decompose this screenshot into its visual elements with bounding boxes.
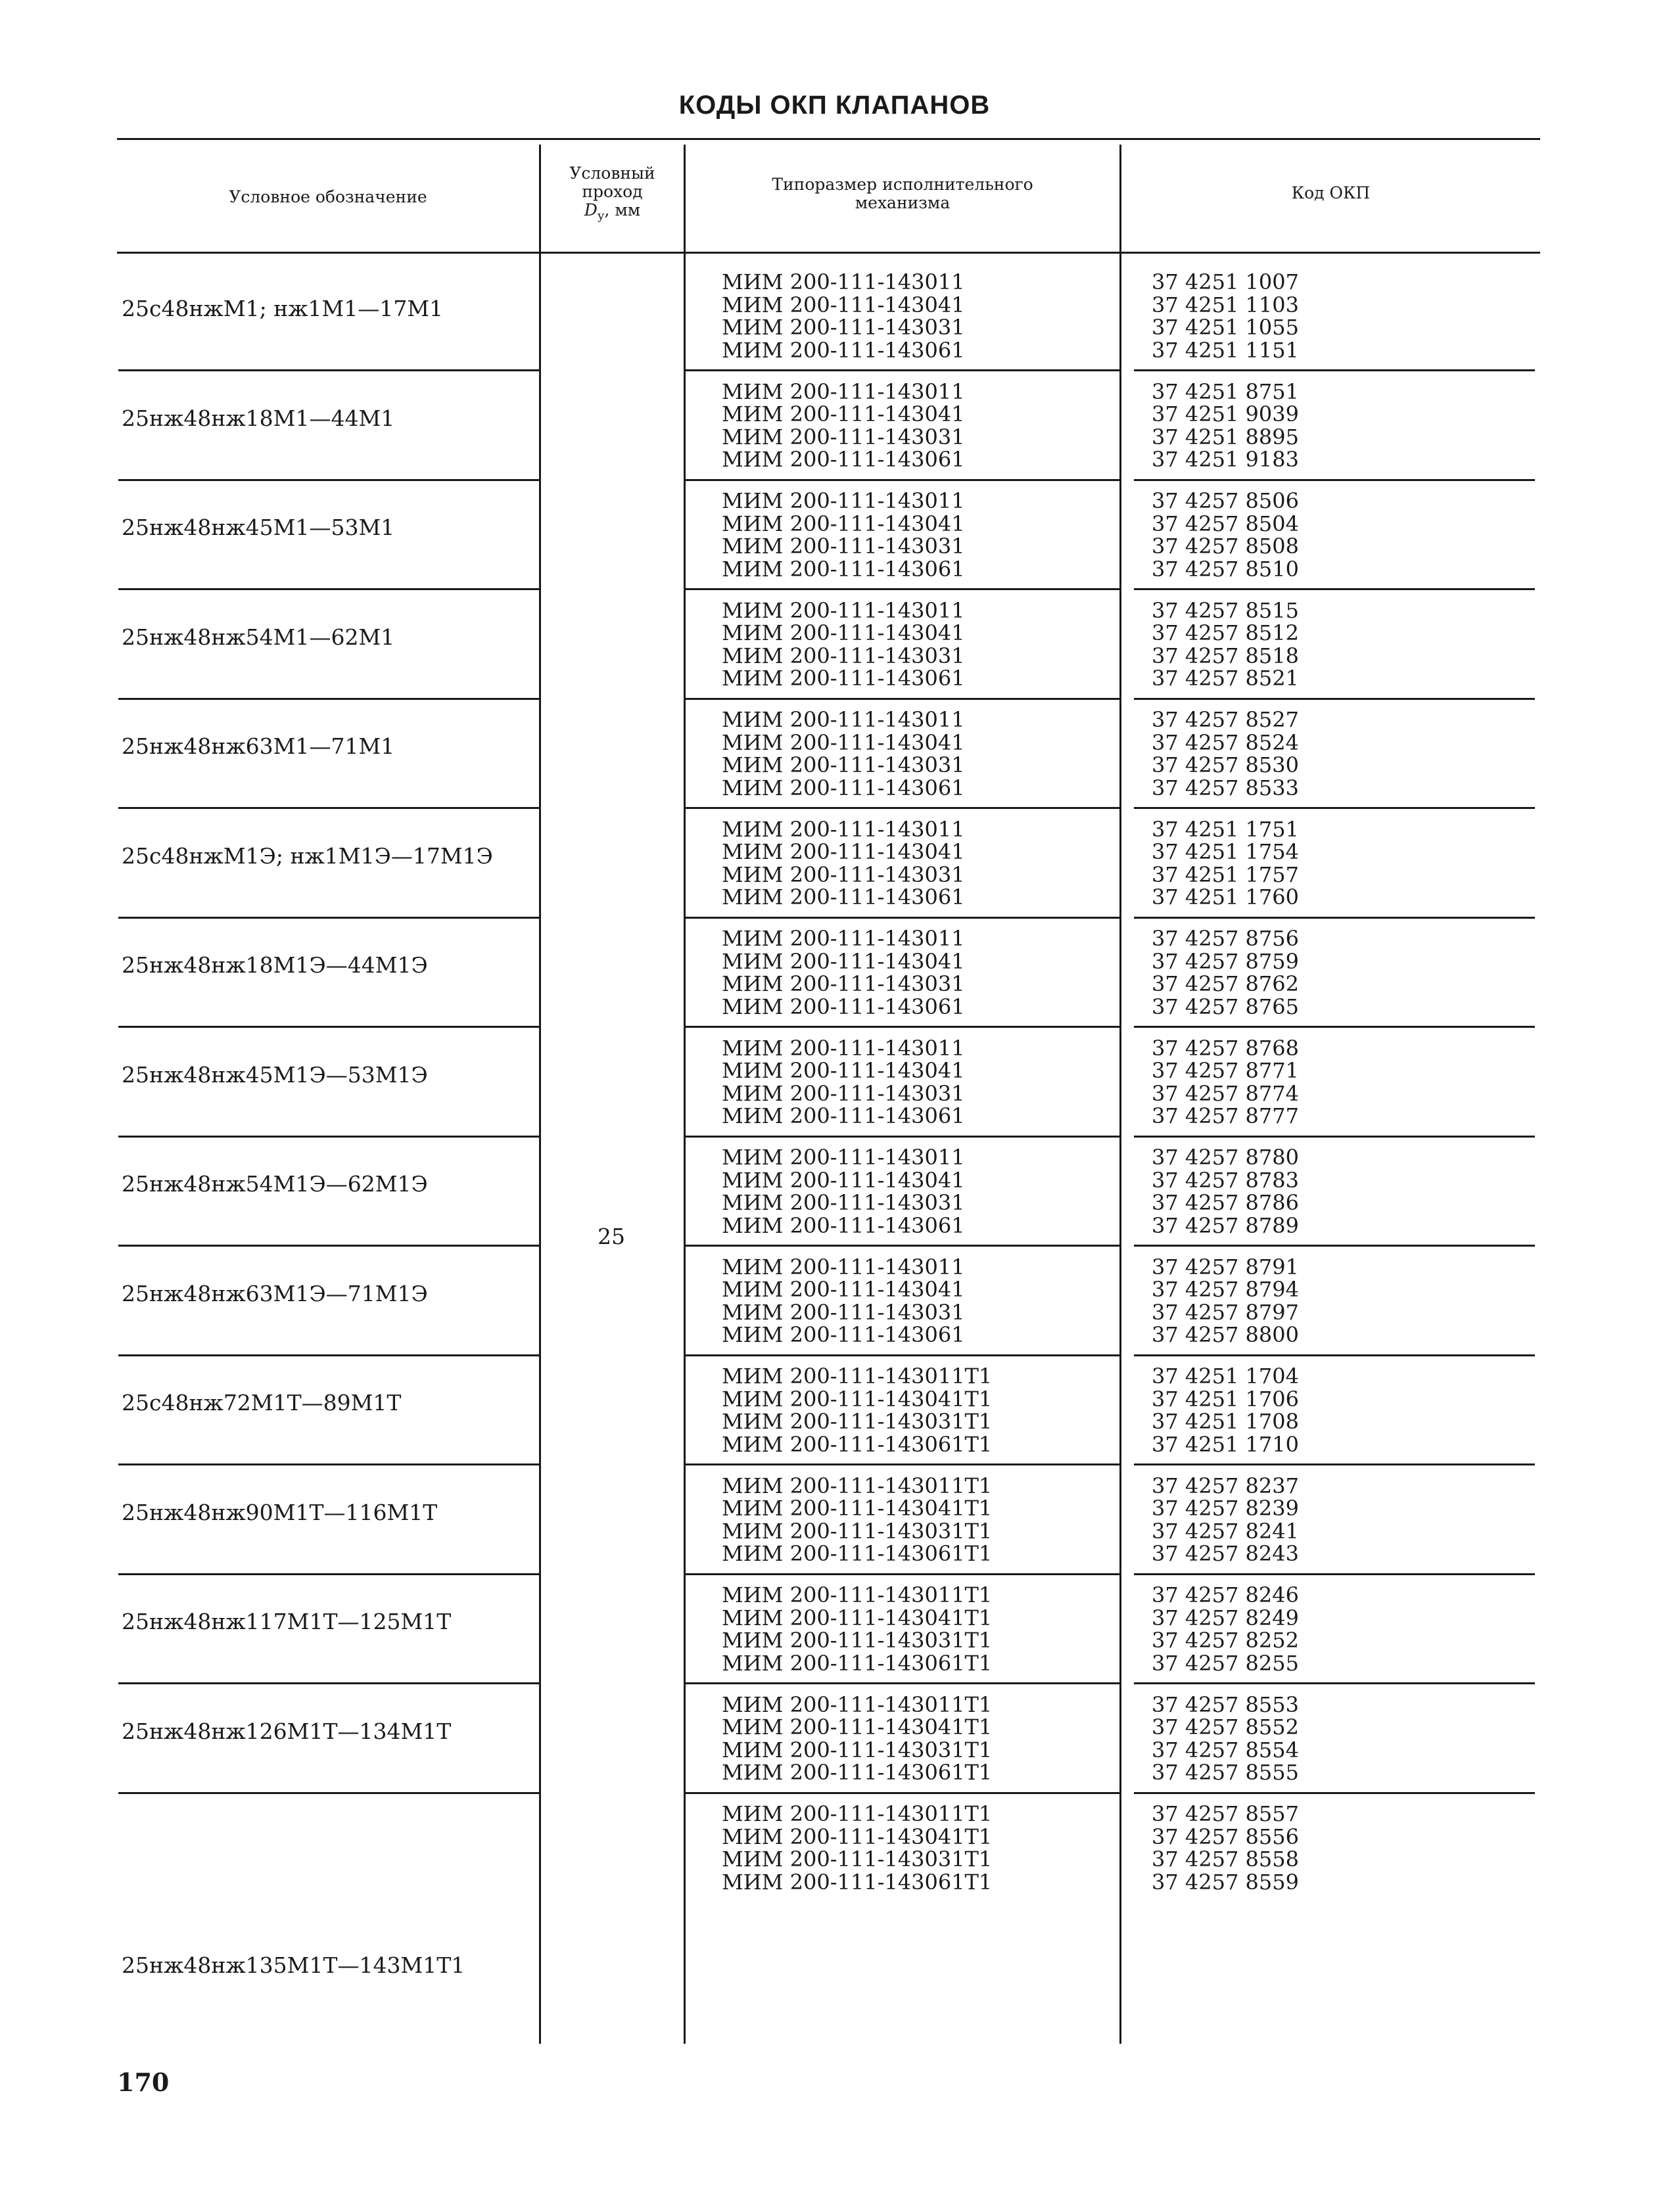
row-5-mechanisms xyxy=(722,708,965,799)
okp-code-line: 37 4257 8777 xyxy=(1152,1103,1299,1128)
mechanism-line: МИМ 200-111-143061Т1 xyxy=(722,1869,993,1895)
mechanism-line: МИМ 200-111-143031Т1 xyxy=(722,1518,993,1544)
column-divider-1 xyxy=(539,145,541,2044)
row-7-designation: 25нж48нж18М1Э—44М1Э xyxy=(122,952,428,978)
mechanism-line: МИМ 200-111-143011 xyxy=(722,707,965,732)
mechanism-line: МИМ 200-111-143031Т1 xyxy=(722,1409,993,1434)
row-separator-code xyxy=(1134,588,1535,590)
row-separator-code xyxy=(1134,479,1535,481)
row-3-designation: 25нж48нж45М1—53М1 xyxy=(122,515,395,540)
row-6-mechanisms xyxy=(722,818,965,909)
okp-code-line: 37 4257 8241 xyxy=(1152,1518,1299,1544)
okp-code-line: 37 4257 8521 xyxy=(1152,666,1299,691)
okp-code-line: 37 4251 1708 xyxy=(1152,1409,1299,1434)
row-separator-code xyxy=(1134,1682,1535,1684)
header-okp-code xyxy=(1121,184,1540,202)
row-1-designation: 25с48нжМ1; нж1М1—17М1 xyxy=(122,296,444,321)
okp-code-line: 37 4257 8252 xyxy=(1152,1628,1299,1653)
row-2-okp-codes xyxy=(1152,380,1299,471)
row-separator-mechanism xyxy=(686,1354,1119,1356)
okp-code-line: 37 4257 8765 xyxy=(1152,994,1299,1019)
mechanism-line: МИМ 200-111-143061 xyxy=(722,556,965,582)
header-bottom-rule xyxy=(117,252,1540,254)
okp-code-line: 37 4257 8800 xyxy=(1152,1322,1299,1347)
mechanism-line: МИМ 200-111-143041 xyxy=(722,511,965,536)
mechanism-line: МИМ 200-111-143031 xyxy=(722,1299,965,1325)
row-9-okp-codes xyxy=(1152,1146,1299,1237)
mechanism-line: МИМ 200-111-143061Т1 xyxy=(722,1650,993,1676)
mechanism-line: МИМ 200-111-143061Т1 xyxy=(722,1541,993,1566)
row-15-designation: 25нж48нж135М1Т—143М1Т1 xyxy=(122,1952,465,1978)
row-separator-code xyxy=(1134,1573,1535,1575)
row-separator-mechanism xyxy=(686,369,1119,371)
okp-code-line: 37 4257 8771 xyxy=(1152,1058,1299,1083)
mechanism-line: МИМ 200-111-143031 xyxy=(722,315,965,340)
okp-code-line: 37 4257 8515 xyxy=(1152,597,1299,623)
okp-code-line: 37 4257 8506 xyxy=(1152,488,1299,513)
page-number: 170 xyxy=(117,2067,170,2097)
row-separator-mechanism xyxy=(686,1682,1119,1684)
mechanism-line: МИМ 200-111-143061Т1 xyxy=(722,1760,993,1785)
header-nominal-bore-line2: проход xyxy=(582,182,643,201)
row-separator-code xyxy=(1134,1136,1535,1138)
mechanism-line: МИМ 200-111-143041 xyxy=(722,729,965,755)
okp-code-line: 37 4257 8555 xyxy=(1152,1760,1299,1785)
okp-code-line: 37 4257 8789 xyxy=(1152,1212,1299,1238)
mechanism-line: МИМ 200-111-143061 xyxy=(722,1103,965,1128)
row-7-mechanisms xyxy=(722,927,965,1018)
okp-code-line: 37 4251 8895 xyxy=(1152,424,1299,449)
column-divider-3 xyxy=(1119,145,1121,2044)
mechanism-line: МИМ 200-111-143041 xyxy=(722,948,965,974)
mechanism-line: МИМ 200-111-143011 xyxy=(722,926,965,951)
mechanism-line: МИМ 200-111-143011 xyxy=(722,269,965,294)
okp-code-line: 37 4257 8524 xyxy=(1152,729,1299,755)
header-okp-code-text: Код ОКП xyxy=(1291,183,1371,202)
header-designation xyxy=(117,188,539,206)
row-1-okp-codes xyxy=(1152,271,1299,361)
mechanism-line: МИМ 200-111-143041Т1 xyxy=(722,1386,993,1412)
mechanism-line: МИМ 200-111-143041 xyxy=(722,1058,965,1083)
header-mechanism xyxy=(686,175,1119,212)
header-mechanism-line1: Типоразмер исполнительного xyxy=(772,175,1033,194)
okp-code-line: 37 4251 9039 xyxy=(1152,402,1299,426)
mechanism-line: МИМ 200-111-143031 xyxy=(722,1190,965,1215)
row-3-okp-codes xyxy=(1152,490,1299,580)
row-separator-mechanism xyxy=(686,479,1119,481)
row-separator-designation xyxy=(118,1136,539,1138)
row-separator-designation xyxy=(118,588,539,590)
row-5-okp-codes xyxy=(1152,708,1299,799)
mechanism-line: МИМ 200-111-143011 xyxy=(722,488,965,513)
row-13-designation: 25нж48нж117М1Т—125М1Т xyxy=(122,1609,452,1634)
row-13-okp-codes xyxy=(1152,1584,1299,1674)
nominal-bore-value: 25 xyxy=(598,1224,625,1249)
row-10-mechanisms xyxy=(722,1256,965,1347)
mechanism-line: МИМ 200-111-143041 xyxy=(722,292,965,317)
table-top-rule xyxy=(117,138,1540,140)
mechanism-line: МИМ 200-111-143041Т1 xyxy=(722,1715,993,1740)
okp-code-line: 37 4257 8552 xyxy=(1152,1715,1299,1740)
mechanism-line: МИМ 200-111-143031 xyxy=(722,971,965,996)
okp-code-line: 37 4251 9183 xyxy=(1152,447,1299,472)
row-separator-designation xyxy=(118,807,539,809)
row-13-mechanisms xyxy=(722,1584,992,1674)
okp-code-line: 37 4257 8237 xyxy=(1152,1473,1299,1498)
row-9-designation: 25нж48нж54М1Э—62М1Э xyxy=(122,1171,428,1197)
mechanism-line: МИМ 200-111-143031 xyxy=(722,424,965,449)
mechanism-line: МИМ 200-111-143011Т1 xyxy=(722,1582,993,1607)
mechanism-line: МИМ 200-111-143031 xyxy=(722,534,965,559)
okp-code-line: 37 4251 1710 xyxy=(1152,1431,1299,1457)
row-separator-code xyxy=(1134,1792,1535,1794)
row-separator-code xyxy=(1134,807,1535,809)
mechanism-line: МИМ 200-111-143031Т1 xyxy=(722,1628,993,1653)
okp-code-line: 37 4251 1757 xyxy=(1152,862,1299,887)
row-2-designation: 25нж48нж18М1—44М1 xyxy=(122,405,395,431)
mechanism-line: МИМ 200-111-143011 xyxy=(722,1035,965,1061)
row-12-designation: 25нж48нж90М1Т—116М1Т xyxy=(122,1499,438,1525)
okp-code-line: 37 4257 8530 xyxy=(1152,752,1299,777)
mechanism-line: МИМ 200-111-143041Т1 xyxy=(722,1496,993,1521)
row-separator-code xyxy=(1134,1354,1535,1356)
row-11-designation: 25с48нж72М1Т—89М1Т xyxy=(122,1390,402,1416)
okp-code-line: 37 4257 8756 xyxy=(1152,926,1299,951)
mechanism-line: МИМ 200-111-143011Т1 xyxy=(722,1801,993,1826)
mechanism-line: МИМ 200-111-143011Т1 xyxy=(722,1473,993,1498)
okp-code-line: 37 4251 1751 xyxy=(1152,816,1299,842)
okp-code-line: 37 4257 8556 xyxy=(1152,1824,1299,1849)
row-separator-mechanism xyxy=(686,1026,1119,1028)
row-5-designation: 25нж48нж63М1—71М1 xyxy=(122,733,395,759)
row-9-mechanisms xyxy=(722,1146,965,1237)
okp-code-line: 37 4257 8246 xyxy=(1152,1582,1299,1607)
header-mechanism-line2: механизма xyxy=(855,193,951,212)
okp-code-line: 37 4251 1704 xyxy=(1152,1364,1299,1389)
row-4-okp-codes xyxy=(1152,599,1299,690)
row-separator-designation xyxy=(118,1354,539,1356)
okp-code-line: 37 4257 8774 xyxy=(1152,1080,1299,1106)
row-11-mechanisms xyxy=(722,1365,992,1456)
okp-code-line: 37 4257 8243 xyxy=(1152,1541,1299,1566)
mechanism-line: МИМ 200-111-143041 xyxy=(722,402,965,426)
header-nominal-bore-symbol: D xyxy=(584,200,598,219)
okp-code-line: 37 4251 1754 xyxy=(1152,839,1299,864)
okp-code-line: 37 4257 8533 xyxy=(1152,775,1299,800)
row-separator-code xyxy=(1134,917,1535,919)
mechanism-line: МИМ 200-111-143031 xyxy=(722,643,965,668)
mechanism-line: МИМ 200-111-143061 xyxy=(722,775,965,800)
row-6-okp-codes xyxy=(1152,818,1299,909)
okp-code-line: 37 4257 8249 xyxy=(1152,1605,1299,1630)
row-separator-mechanism xyxy=(686,1573,1119,1575)
mechanism-line: МИМ 200-111-143041Т1 xyxy=(722,1824,993,1849)
row-3-mechanisms xyxy=(722,490,965,580)
row-separator-code xyxy=(1134,1463,1535,1465)
mechanism-line: МИМ 200-111-143061 xyxy=(722,885,965,910)
okp-code-line: 37 4257 8783 xyxy=(1152,1167,1299,1193)
row-separator-mechanism xyxy=(686,1463,1119,1465)
header-nominal-bore-line1: Условный xyxy=(569,164,655,183)
row-separator-designation xyxy=(118,1026,539,1028)
column-divider-2 xyxy=(684,145,686,2044)
header-nominal-bore-subscript: у xyxy=(597,209,605,223)
row-8-designation: 25нж48нж45М1Э—53М1Э xyxy=(122,1061,428,1088)
okp-code-line: 37 4257 8554 xyxy=(1152,1737,1299,1763)
mechanism-line: МИМ 200-111-143031Т1 xyxy=(722,1847,993,1872)
okp-code-line: 37 4257 8239 xyxy=(1152,1496,1299,1521)
mechanism-line: МИМ 200-111-143061 xyxy=(722,994,965,1019)
mechanism-line: МИМ 200-111-143031Т1 xyxy=(722,1737,993,1763)
mechanism-line: МИМ 200-111-143031 xyxy=(722,1080,965,1106)
row-1-mechanisms xyxy=(722,271,965,361)
row-separator-designation xyxy=(118,1682,539,1684)
row-7-okp-codes xyxy=(1152,927,1299,1018)
row-separator-mechanism xyxy=(686,1245,1119,1247)
row-2-mechanisms xyxy=(722,380,965,471)
okp-code-line: 37 4257 8759 xyxy=(1152,948,1299,974)
row-separator-code xyxy=(1134,1026,1535,1028)
row-separator-designation xyxy=(118,479,539,481)
row-6-designation: 25с48нжМ1Э; нж1М1Э—17М1Э xyxy=(122,842,493,869)
header-designation-text: Условное обозначение xyxy=(229,187,427,206)
row-separator-designation xyxy=(118,917,539,919)
okp-code-line: 37 4257 8780 xyxy=(1152,1145,1299,1170)
okp-code-line: 37 4257 8794 xyxy=(1152,1277,1299,1302)
okp-code-line: 37 4257 8553 xyxy=(1152,1692,1299,1717)
row-15-okp-codes xyxy=(1152,1803,1299,1893)
okp-code-line: 37 4257 8768 xyxy=(1152,1035,1299,1061)
mechanism-line: МИМ 200-111-143061 xyxy=(722,447,965,472)
mechanism-line: МИМ 200-111-143061 xyxy=(722,337,965,363)
okp-code-line: 37 4257 8791 xyxy=(1152,1254,1299,1279)
row-14-okp-codes xyxy=(1152,1694,1299,1784)
row-11-okp-codes xyxy=(1152,1365,1299,1456)
row-separator-mechanism xyxy=(686,1792,1119,1794)
okp-code-line: 37 4257 8786 xyxy=(1152,1190,1299,1215)
row-4-mechanisms xyxy=(722,599,965,690)
header-nominal-bore xyxy=(541,164,684,225)
row-separator-designation xyxy=(118,1463,539,1465)
mechanism-line: МИМ 200-111-143011 xyxy=(722,816,965,842)
okp-code-line: 37 4257 8527 xyxy=(1152,707,1299,732)
okp-code-line: 37 4257 8558 xyxy=(1152,1847,1299,1872)
okp-code-line: 37 4251 1706 xyxy=(1152,1386,1299,1412)
okp-code-line: 37 4251 1007 xyxy=(1152,269,1299,294)
okp-code-line: 37 4257 8504 xyxy=(1152,511,1299,536)
row-14-mechanisms xyxy=(722,1694,992,1784)
mechanism-line: МИМ 200-111-143041 xyxy=(722,839,965,864)
okp-code-line: 37 4257 8797 xyxy=(1152,1299,1299,1325)
okp-code-line: 37 4251 8751 xyxy=(1152,379,1299,404)
row-10-designation: 25нж48нж63М1Э—71М1Э xyxy=(122,1280,428,1306)
header-nominal-bore-line3 xyxy=(541,201,684,225)
row-separator-mechanism xyxy=(686,807,1119,809)
row-separator-designation xyxy=(118,1573,539,1575)
mechanism-line: МИМ 200-111-143031 xyxy=(722,752,965,777)
okp-code-line: 37 4251 1151 xyxy=(1152,337,1299,363)
okp-code-line: 37 4257 8512 xyxy=(1152,620,1299,645)
mechanism-line: МИМ 200-111-143011Т1 xyxy=(722,1692,993,1717)
page-title: КОДЫ ОКП КЛАПАНОВ xyxy=(678,91,991,120)
okp-code-line: 37 4257 8557 xyxy=(1152,1801,1299,1826)
row-10-okp-codes xyxy=(1152,1256,1299,1347)
okp-code-line: 37 4257 8559 xyxy=(1152,1869,1299,1895)
row-8-mechanisms xyxy=(722,1037,965,1128)
okp-code-line: 37 4251 1055 xyxy=(1152,315,1299,340)
mechanism-line: МИМ 200-111-143011Т1 xyxy=(722,1364,993,1389)
row-12-okp-codes xyxy=(1152,1475,1299,1565)
okp-code-line: 37 4257 8762 xyxy=(1152,971,1299,996)
row-separator-code xyxy=(1134,698,1535,700)
row-8-okp-codes xyxy=(1152,1037,1299,1128)
row-12-mechanisms xyxy=(722,1475,992,1565)
mechanism-line: МИМ 200-111-143031 xyxy=(722,862,965,887)
okp-code-line: 37 4257 8510 xyxy=(1152,556,1299,582)
mechanism-line: МИМ 200-111-143041Т1 xyxy=(722,1605,993,1630)
okp-code-line: 37 4257 8508 xyxy=(1152,534,1299,559)
mechanism-line: МИМ 200-111-143011 xyxy=(722,597,965,623)
row-14-designation: 25нж48нж126М1Т—134М1Т xyxy=(122,1718,452,1744)
row-separator-code xyxy=(1134,369,1535,371)
row-4-designation: 25нж48нж54М1—62М1 xyxy=(122,624,395,650)
okp-code-line: 37 4251 1760 xyxy=(1152,885,1299,910)
mechanism-line: МИМ 200-111-143041 xyxy=(722,1167,965,1193)
row-15-mechanisms xyxy=(722,1803,992,1893)
mechanism-line: МИМ 200-111-143011 xyxy=(722,1145,965,1170)
row-separator-designation xyxy=(118,1792,539,1794)
mechanism-line: МИМ 200-111-143061 xyxy=(722,666,965,691)
row-separator-mechanism xyxy=(686,1136,1119,1138)
okp-code-line: 37 4257 8255 xyxy=(1152,1650,1299,1676)
okp-code-line: 37 4251 1103 xyxy=(1152,292,1299,317)
mechanism-line: МИМ 200-111-143061 xyxy=(722,1212,965,1238)
mechanism-line: МИМ 200-111-143061 xyxy=(722,1322,965,1347)
row-separator-mechanism xyxy=(686,698,1119,700)
row-separator-mechanism xyxy=(686,917,1119,919)
mechanism-line: МИМ 200-111-143061Т1 xyxy=(722,1431,993,1457)
row-separator-mechanism xyxy=(686,588,1119,590)
row-separator-designation xyxy=(118,369,539,371)
mechanism-line: МИМ 200-111-143041 xyxy=(722,1277,965,1302)
okp-code-line: 37 4257 8518 xyxy=(1152,643,1299,668)
row-separator-designation xyxy=(118,698,539,700)
row-separator-code xyxy=(1134,1245,1535,1247)
mechanism-line: МИМ 200-111-143011 xyxy=(722,379,965,404)
header-nominal-bore-unit: , мм xyxy=(604,200,641,219)
row-separator-designation xyxy=(118,1245,539,1247)
mechanism-line: МИМ 200-111-143041 xyxy=(722,620,965,645)
mechanism-line: МИМ 200-111-143011 xyxy=(722,1254,965,1279)
